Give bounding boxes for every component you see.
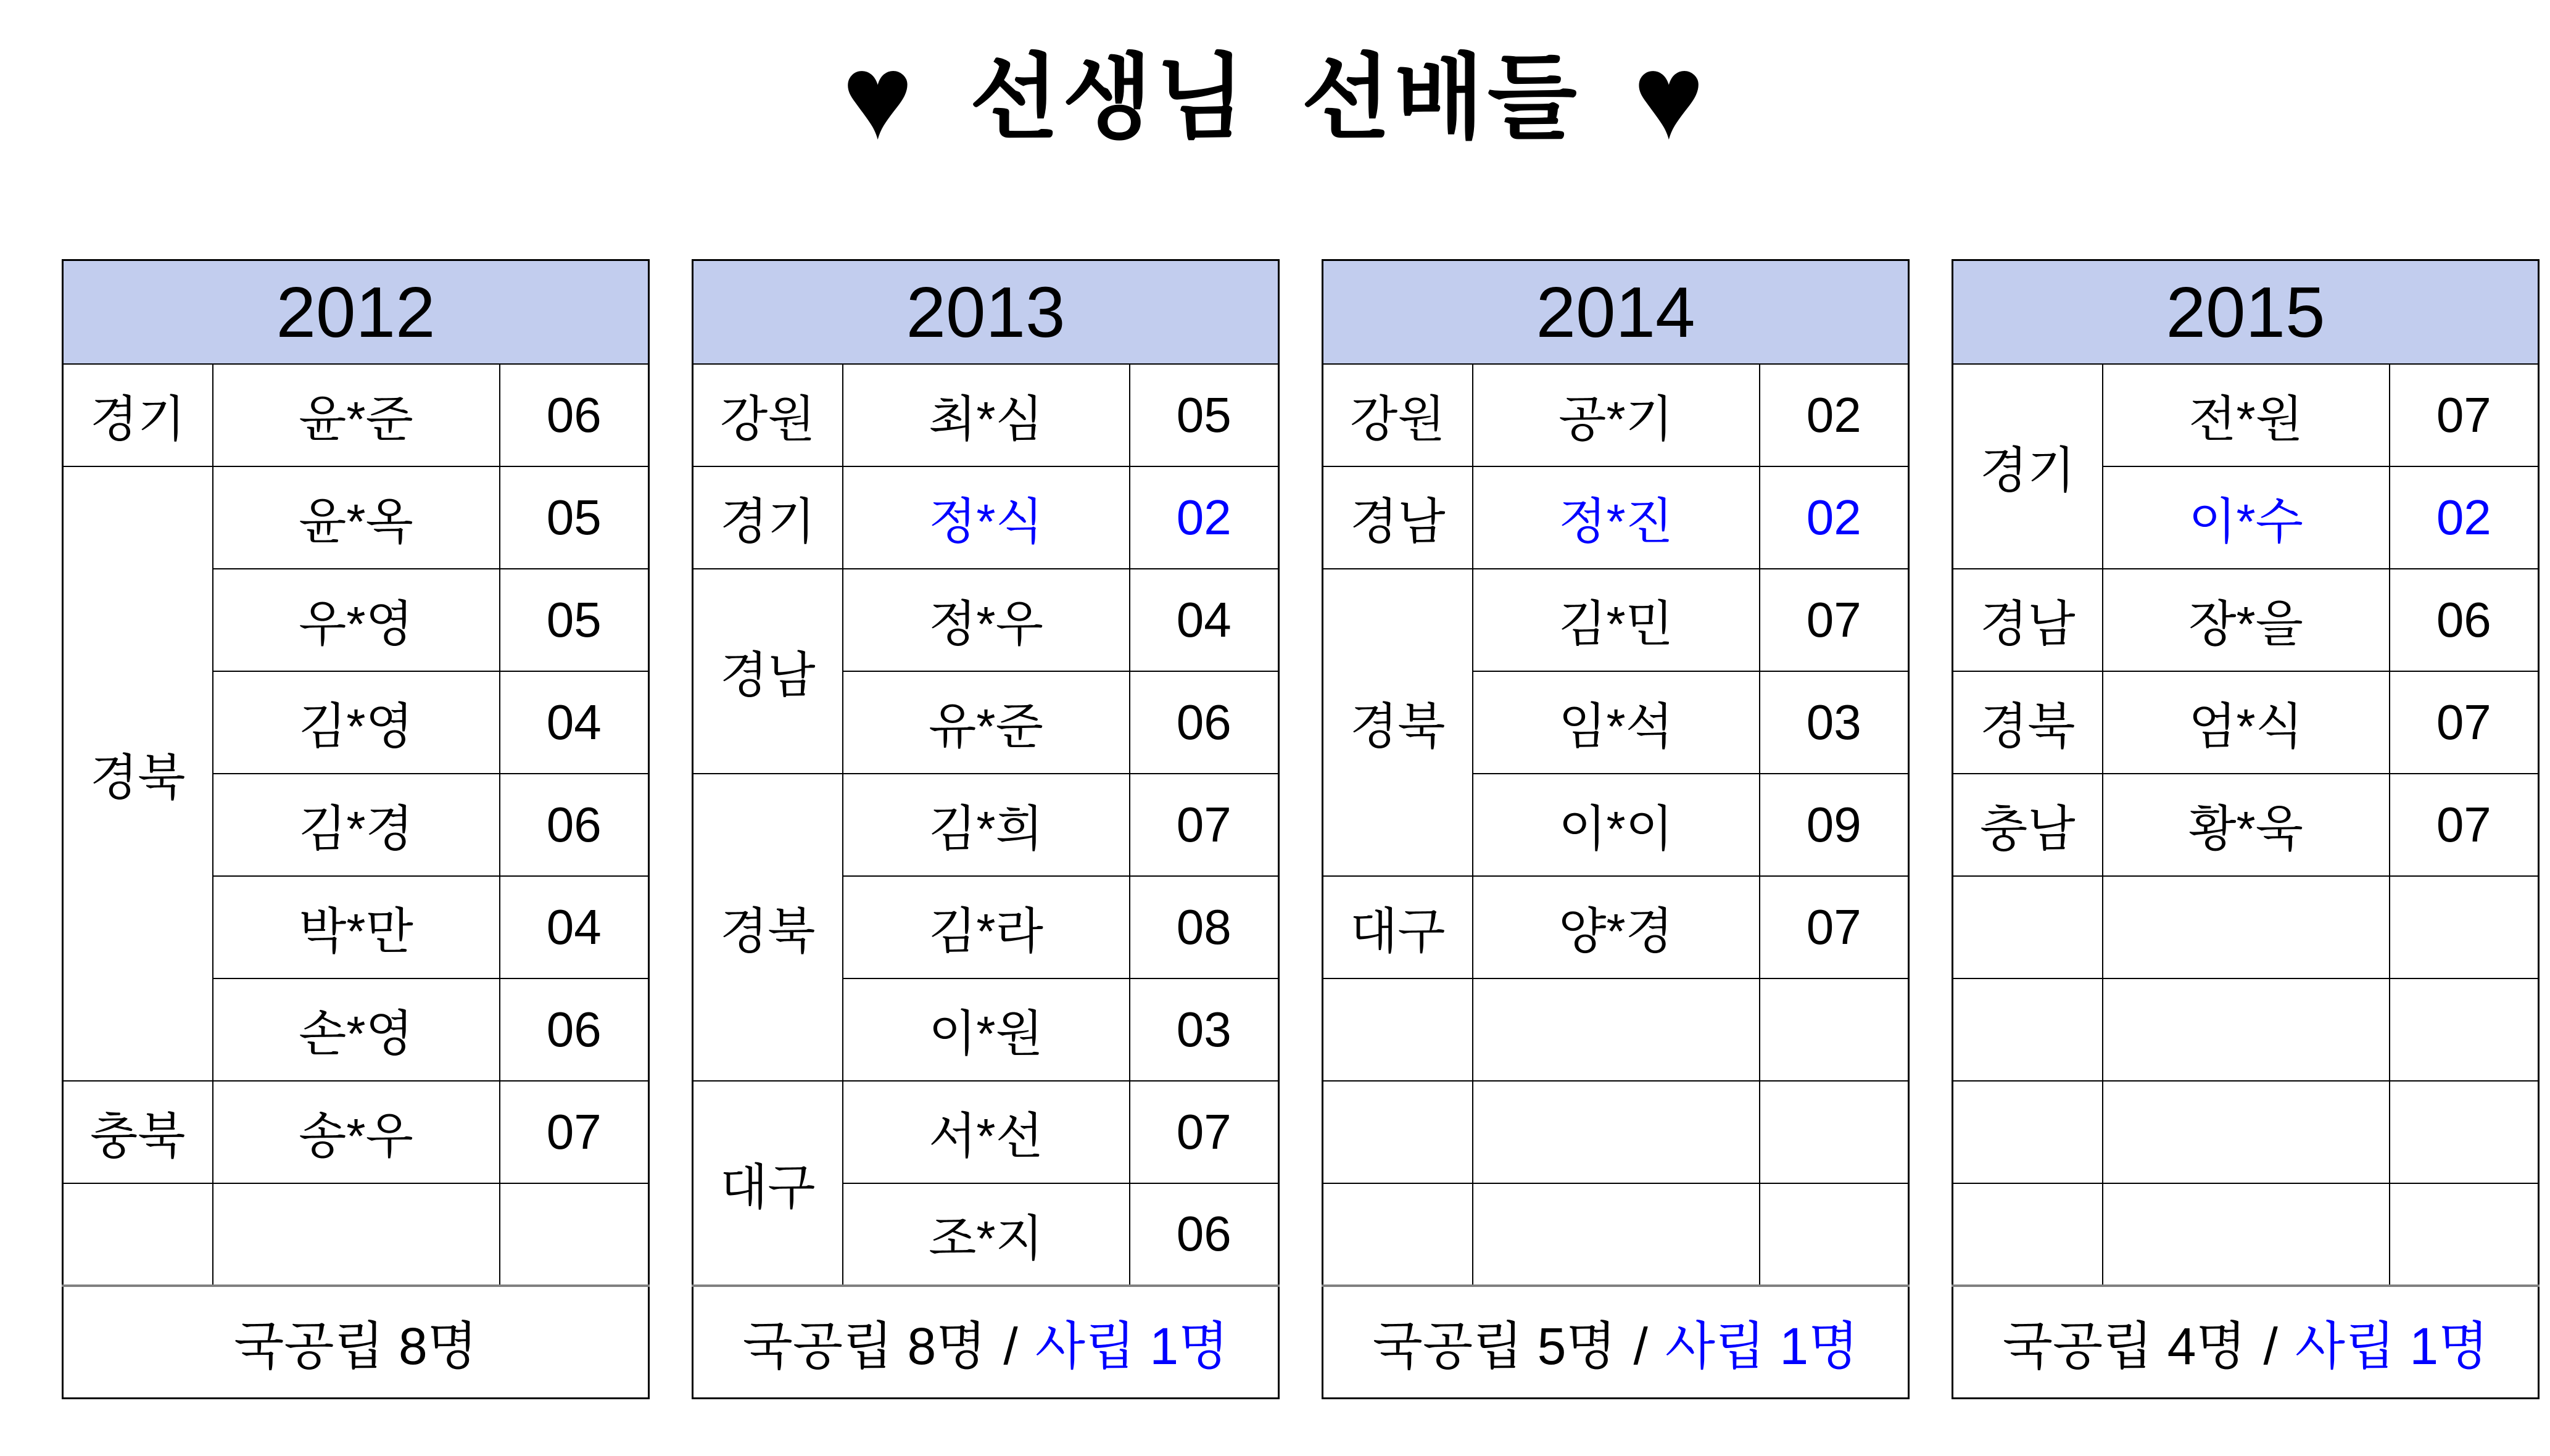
number-cell: 07 xyxy=(1760,876,1909,978)
number-cell xyxy=(1760,1183,1909,1286)
name-cell: 장*을 xyxy=(2103,569,2390,671)
table-row xyxy=(1323,1081,1909,1183)
table-row xyxy=(1953,1183,2539,1286)
number-cell xyxy=(500,1183,649,1286)
name-cell: 조*지 xyxy=(843,1183,1130,1286)
number-cell: 04 xyxy=(1130,569,1279,671)
region-cell xyxy=(63,1183,213,1286)
region-cell xyxy=(1953,1183,2103,1286)
number-cell xyxy=(2390,876,2539,978)
table-row xyxy=(63,1286,649,1399)
name-cell: 김*경 xyxy=(213,774,500,876)
table-row xyxy=(63,260,649,364)
region-cell: 경남 xyxy=(1953,569,2103,671)
name-cell: 송*우 xyxy=(213,1081,500,1183)
name-cell: 양*경 xyxy=(1473,876,1760,978)
table-row xyxy=(1953,671,2539,774)
table-row xyxy=(1323,260,1909,364)
number-cell: 07 xyxy=(1130,1081,1279,1183)
summary-public-count: 국공립 4명 xyxy=(2002,1317,2246,1375)
number-cell xyxy=(1760,1081,1909,1183)
table-row xyxy=(1953,978,2539,1081)
table-row xyxy=(1953,876,2539,978)
region-cell: 경북 xyxy=(63,466,213,1081)
number-cell: 07 xyxy=(2390,671,2539,774)
number-cell: 03 xyxy=(1130,978,1279,1081)
summary-cell xyxy=(1953,1286,2539,1399)
number-cell: 06 xyxy=(2390,569,2539,671)
table-2013 xyxy=(692,259,1280,1399)
number-cell: 05 xyxy=(500,466,649,569)
table-row xyxy=(1953,569,2539,671)
page-title-word: 선생님 xyxy=(969,45,1249,149)
table-row xyxy=(693,1286,1279,1399)
number-cell: 05 xyxy=(500,569,649,671)
table-2014 xyxy=(1322,259,1910,1399)
number-cell xyxy=(2390,1183,2539,1286)
region-cell: 경남 xyxy=(1323,466,1473,569)
table-row xyxy=(1323,1183,1909,1286)
number-cell: 07 xyxy=(1130,774,1279,876)
region-cell: 강원 xyxy=(693,364,843,466)
number-cell: 02 xyxy=(1760,364,1909,466)
number-cell: 04 xyxy=(500,671,649,774)
summary-private-count: 사립 1명 xyxy=(2295,1317,2489,1375)
region-cell: 경기 xyxy=(63,364,213,466)
name-cell xyxy=(1473,1183,1760,1286)
summary-separator: / xyxy=(1633,1317,1648,1375)
table-row xyxy=(1323,364,1909,466)
region-cell xyxy=(1323,978,1473,1081)
summary-separator: / xyxy=(2263,1317,2278,1375)
table-row xyxy=(693,260,1279,364)
name-cell: 윤*준 xyxy=(213,364,500,466)
region-cell: 경기 xyxy=(693,466,843,569)
number-cell: 06 xyxy=(1130,671,1279,774)
name-cell: 손*영 xyxy=(213,978,500,1081)
region-cell: 경남 xyxy=(693,569,843,774)
number-cell: 08 xyxy=(1130,876,1279,978)
region-cell: 경기 xyxy=(1953,364,2103,569)
region-cell xyxy=(1953,1081,2103,1183)
number-cell xyxy=(2390,1081,2539,1183)
summary-separator: / xyxy=(1003,1317,1018,1375)
summary-public-count: 국공립 5명 xyxy=(1372,1317,1617,1375)
number-cell xyxy=(1760,978,1909,1081)
number-cell xyxy=(2390,978,2539,1081)
name-cell xyxy=(1473,1081,1760,1183)
table-row xyxy=(63,364,649,466)
number-cell: 06 xyxy=(1130,1183,1279,1286)
name-cell xyxy=(2103,978,2390,1081)
table-row xyxy=(1323,876,1909,978)
name-cell: 임*석 xyxy=(1473,671,1760,774)
region-cell xyxy=(1953,876,2103,978)
name-cell: 유*준 xyxy=(843,671,1130,774)
heart-icon: ♥ xyxy=(1633,30,1708,164)
number-cell: 03 xyxy=(1760,671,1909,774)
name-cell: 공*기 xyxy=(1473,364,1760,466)
name-cell: 이*원 xyxy=(843,978,1130,1081)
table-row xyxy=(693,364,1279,466)
region-cell xyxy=(1953,978,2103,1081)
name-cell: 김*희 xyxy=(843,774,1130,876)
region-cell: 경북 xyxy=(693,774,843,1081)
table-row xyxy=(1323,1286,1909,1399)
name-cell: 이*수 xyxy=(2103,466,2390,569)
name-cell: 윤*옥 xyxy=(213,466,500,569)
summary-public-count: 국공립 8명 xyxy=(742,1317,987,1375)
table-2015 xyxy=(1952,259,2540,1399)
summary-cell xyxy=(693,1286,1279,1399)
table-row xyxy=(1953,260,2539,364)
year-header: 2014 xyxy=(1323,260,1909,364)
number-cell: 02 xyxy=(1130,466,1279,569)
name-cell: 정*우 xyxy=(843,569,1130,671)
year-tables-container xyxy=(62,259,2540,1399)
number-cell: 05 xyxy=(1130,364,1279,466)
name-cell: 김*민 xyxy=(1473,569,1760,671)
table-row xyxy=(1323,978,1909,1081)
number-cell: 04 xyxy=(500,876,649,978)
heart-icon: ♥ xyxy=(842,30,917,164)
table-row xyxy=(1953,364,2539,466)
table-row xyxy=(63,466,649,569)
table-row xyxy=(693,774,1279,876)
name-cell: 황*욱 xyxy=(2103,774,2390,876)
region-cell xyxy=(1323,1081,1473,1183)
table-row xyxy=(63,1183,649,1286)
summary-public-count: 국공립 8명 xyxy=(234,1317,478,1375)
number-cell: 02 xyxy=(1760,466,1909,569)
number-cell: 09 xyxy=(1760,774,1909,876)
table-row xyxy=(1323,569,1909,671)
table-row xyxy=(1953,1081,2539,1183)
number-cell: 02 xyxy=(2390,466,2539,569)
number-cell: 07 xyxy=(1760,569,1909,671)
summary-private-count: 사립 1명 xyxy=(1035,1317,1229,1375)
name-cell: 김*영 xyxy=(213,671,500,774)
region-cell: 경북 xyxy=(1323,569,1473,876)
name-cell xyxy=(2103,1183,2390,1286)
name-cell: 정*식 xyxy=(843,466,1130,569)
table-row xyxy=(693,466,1279,569)
region-cell: 강원 xyxy=(1323,364,1473,466)
number-cell: 07 xyxy=(500,1081,649,1183)
number-cell: 06 xyxy=(500,774,649,876)
year-header: 2015 xyxy=(1953,260,2539,364)
name-cell: 우*영 xyxy=(213,569,500,671)
region-cell: 대구 xyxy=(693,1081,843,1286)
number-cell: 07 xyxy=(2390,364,2539,466)
year-header: 2012 xyxy=(63,260,649,364)
name-cell xyxy=(1473,978,1760,1081)
page-title xyxy=(0,30,2550,164)
name-cell: 엄*식 xyxy=(2103,671,2390,774)
region-cell: 대구 xyxy=(1323,876,1473,978)
summary-private-count: 사립 1명 xyxy=(1665,1317,1859,1375)
name-cell: 정*진 xyxy=(1473,466,1760,569)
name-cell xyxy=(2103,876,2390,978)
table-row xyxy=(693,1081,1279,1183)
table-row xyxy=(1323,466,1909,569)
name-cell: 전*원 xyxy=(2103,364,2390,466)
summary-cell xyxy=(1323,1286,1909,1399)
name-cell: 김*라 xyxy=(843,876,1130,978)
name-cell: 최*심 xyxy=(843,364,1130,466)
number-cell: 06 xyxy=(500,978,649,1081)
region-cell: 경북 xyxy=(1953,671,2103,774)
name-cell: 박*만 xyxy=(213,876,500,978)
name-cell xyxy=(213,1183,500,1286)
table-row xyxy=(1953,1286,2539,1399)
region-cell xyxy=(1323,1183,1473,1286)
name-cell: 이*이 xyxy=(1473,774,1760,876)
table-2012 xyxy=(62,259,650,1399)
name-cell xyxy=(2103,1081,2390,1183)
number-cell: 06 xyxy=(500,364,649,466)
year-header: 2013 xyxy=(693,260,1279,364)
page-title-word: 선배들 xyxy=(1301,45,1581,149)
table-row xyxy=(693,569,1279,671)
region-cell: 충북 xyxy=(63,1081,213,1183)
table-row xyxy=(63,1081,649,1183)
region-cell: 충남 xyxy=(1953,774,2103,876)
table-row xyxy=(1953,774,2539,876)
summary-cell xyxy=(63,1286,649,1399)
number-cell: 07 xyxy=(2390,774,2539,876)
name-cell: 서*선 xyxy=(843,1081,1130,1183)
